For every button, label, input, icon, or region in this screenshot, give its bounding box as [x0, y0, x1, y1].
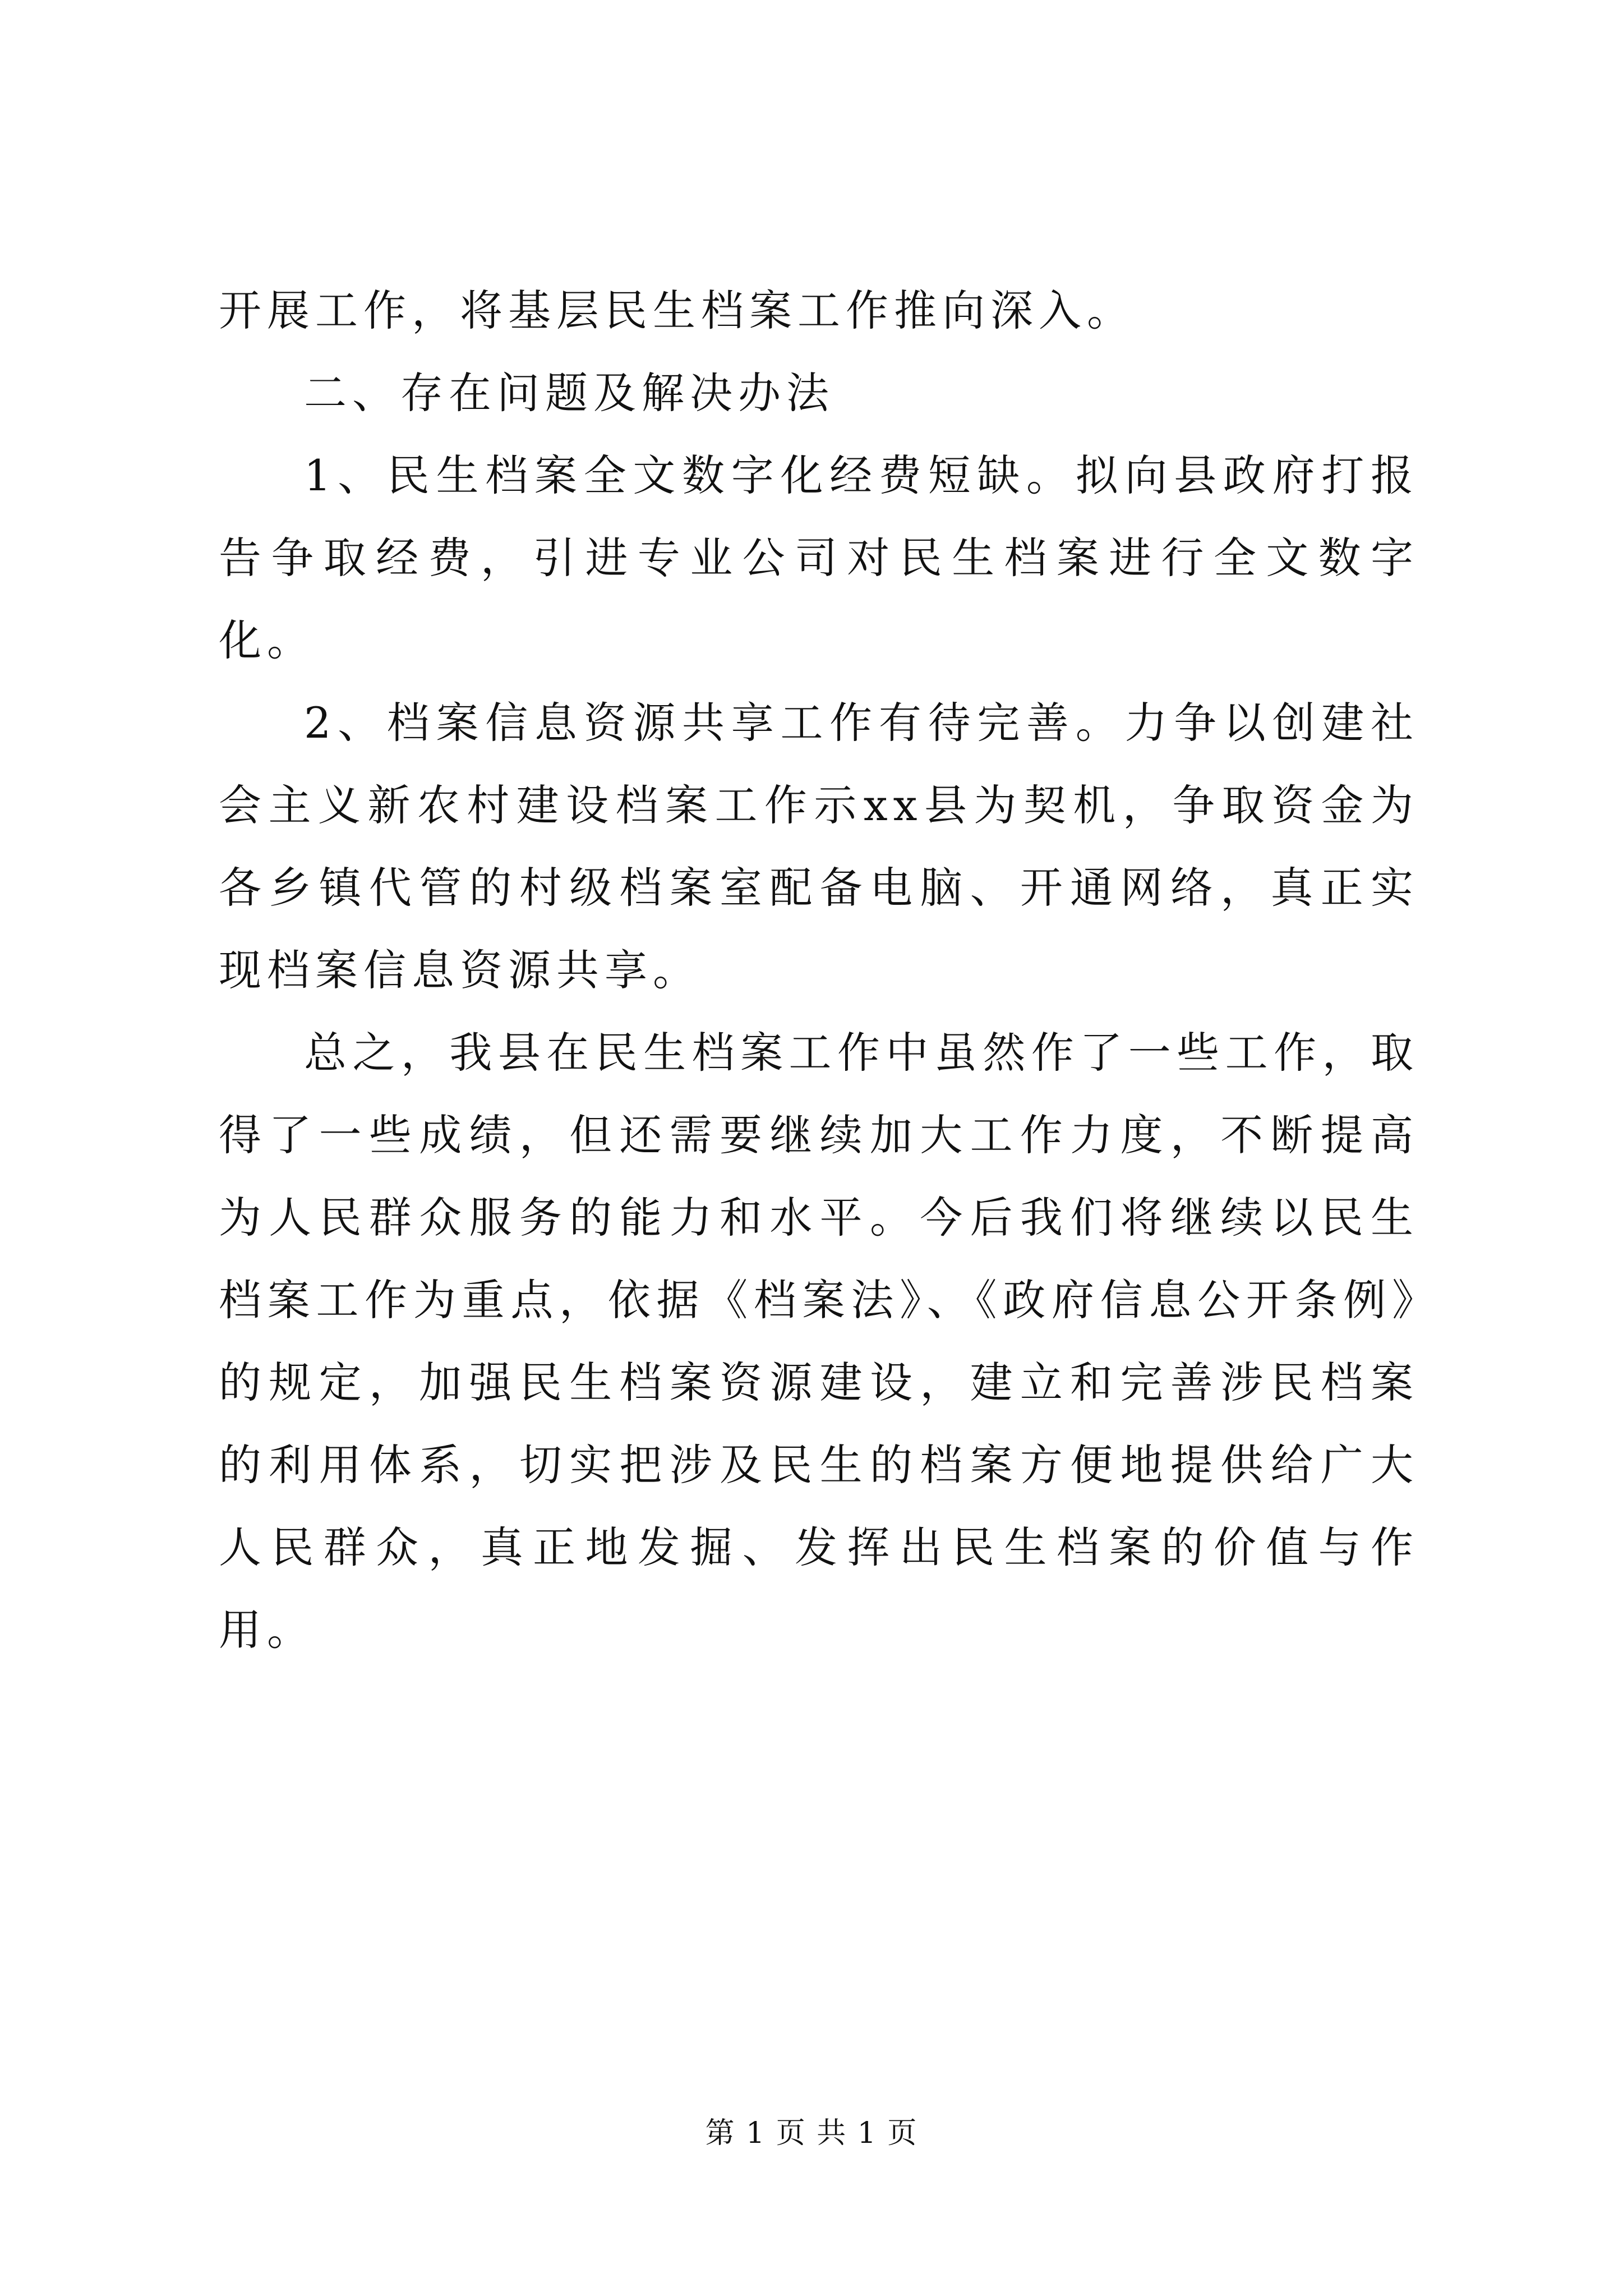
page-footer: 第 1 页 共 1 页: [705, 2116, 918, 2150]
paragraph-item-2: 2、档案信息资源共享工作有待完善。力争以创建社会主义新农村建设档案工作示xx县为契机，争取资金为各乡镇代管的村级档案室配备电脑、开通网络，真正实现档案信息资源共享。: [219, 698, 1419, 995]
paragraph-item-1: 1、民生档案全文数字化经费短缺。拟向县政府打报告争取经费，引进专业公司对民生档案进行全文数字化。: [219, 450, 1419, 665]
document-body: [219, 269, 1419, 1671]
paragraph-continuation: 开展工作，将基层民生档案工作推向深入。: [219, 286, 1135, 335]
section-heading: 二、存在问题及解决办法: [304, 368, 834, 418]
paragraph-summary: 总之，我县在民生档案工作中虽然作了一些工作，取得了一些成绩，但还需要继续加大工作力度，不断提高为人民群众服务的能力和水平。今后我们将继续以民生档案工作为重点，依据《档案法》、《政府信息公开条例》的规定，加强民生档案资源建设，建立和完善涉民档案的利用体系，切实把涉及民生的档案方便地提供给广大人民群众，真正地发掘、发挥出民生档案的价值与作用。: [219, 1028, 1419, 1655]
